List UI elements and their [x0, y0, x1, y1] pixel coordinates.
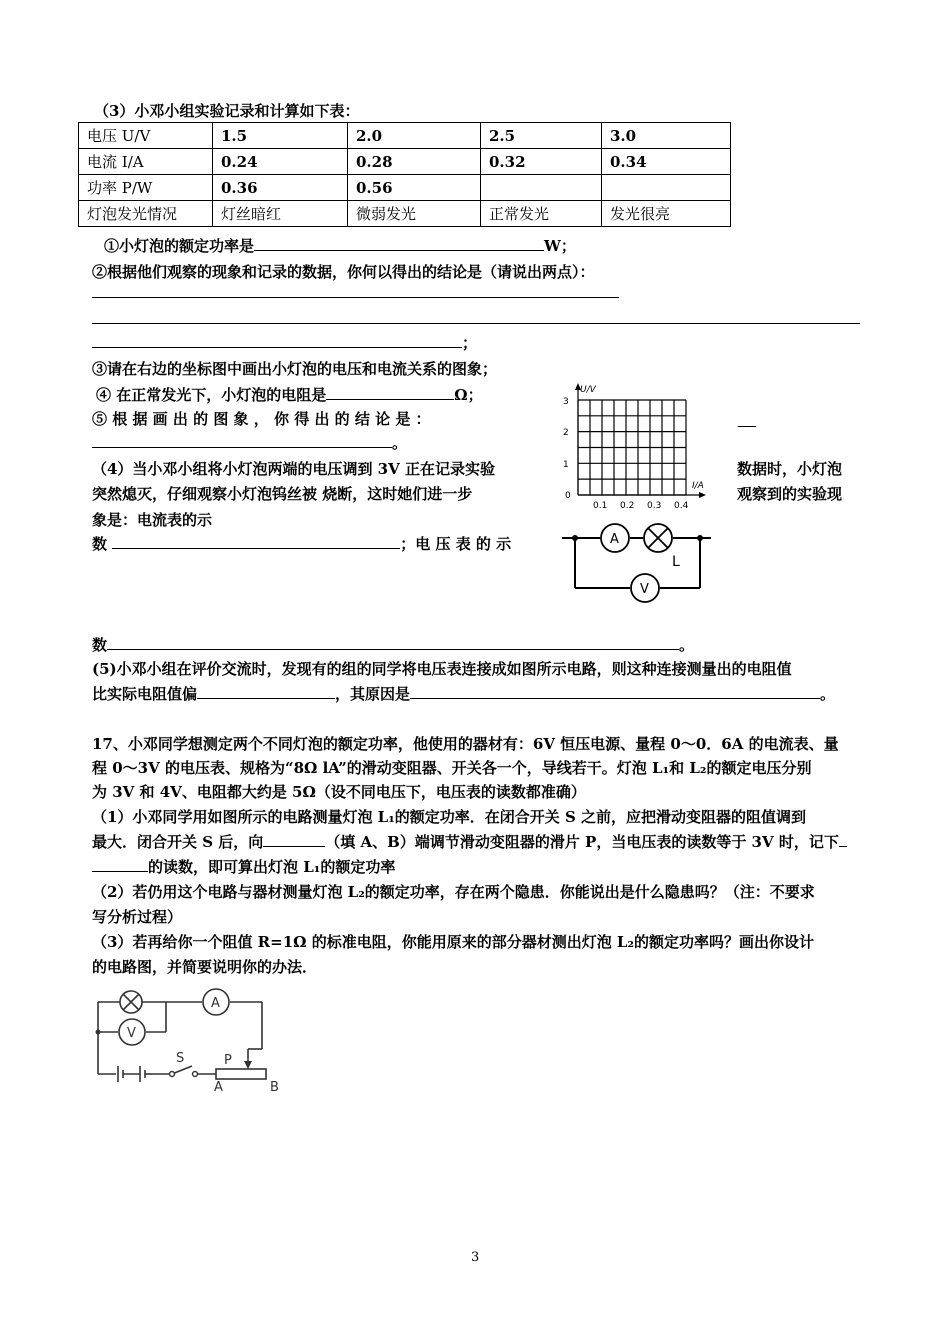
q17-part3-line2: 的电路图，并简要说明你的办法． — [92, 958, 318, 976]
section4-line3: 象是：电流表的示 — [92, 511, 213, 529]
voltmeter-icon — [119, 1019, 145, 1045]
y-tick-label: 1 — [563, 460, 569, 470]
table-cell — [602, 175, 731, 201]
junction-dot — [96, 1030, 101, 1035]
table-row — [79, 175, 731, 201]
q17-part1-line2: 最大．闭合开关 S 后，向 （填 A、B）端调节滑动变阻器的滑片 P，当电压表的读数等于 3V 时，记下 — [92, 831, 847, 852]
table-cell: 功率 P/W — [79, 175, 213, 201]
x-axis-arrow — [699, 492, 706, 498]
x-axis-label: I/A — [692, 481, 704, 491]
y-tick-label: 2 — [563, 428, 569, 438]
table-cell: 发光很亮 — [602, 201, 731, 227]
lamp-icon — [120, 991, 142, 1013]
answer-blank — [197, 684, 335, 699]
q17-line1: 17、小邓同学想测定两个不同灯泡的额定功率，他使用的器材有：6V 恒压电源、量程 0～0．6A 的电流表、量 — [92, 735, 839, 753]
table-cell: 0.28 — [348, 149, 481, 175]
table-row — [79, 201, 731, 227]
answer-blank — [263, 832, 325, 847]
answer-blank — [326, 385, 454, 400]
page-number: 3 — [471, 1250, 480, 1265]
switch-contact — [193, 1072, 198, 1077]
answer-line-end: 。 — [92, 432, 407, 453]
svg-text:A: A — [610, 532, 619, 547]
table-cell: 1.5 — [213, 123, 348, 149]
table-cell: 2.5 — [481, 123, 602, 149]
terminal-b-label: B — [270, 1080, 279, 1094]
ui-graph — [553, 380, 713, 512]
voltmeter-icon — [631, 574, 659, 602]
section4-line2-right: 观察到的实验现 — [737, 485, 843, 503]
x-tick-label: 0.2 — [620, 501, 635, 511]
table-cell: 3.0 — [602, 123, 731, 149]
question-graph-conclusion: ⑤ 根 据 画 出 的 图 象 ， 你 得 出 的 结 论 是 ： — [92, 410, 431, 428]
answer-blank — [107, 635, 679, 650]
answer-line — [92, 323, 860, 324]
table-cell: 正常发光 — [481, 201, 602, 227]
battery-icon — [118, 1066, 152, 1082]
x-tick-label: 0.3 — [647, 501, 662, 511]
switch-icon — [170, 1072, 175, 1077]
table-cell: 电流 I/A — [79, 149, 213, 175]
junction-dot — [572, 535, 578, 541]
q17-line3: 为 3V 和 4V、电阻都大约是 5Ω（设不同电压下，电压表的读数都准确） — [92, 783, 586, 801]
answer-blank — [410, 684, 820, 699]
answer-blank — [92, 857, 148, 872]
q17-part2-line1: （2）若仍用这个电路与器材测量灯泡 L₂的额定功率，存在两个隐患．你能说出是什么隐患吗？（注：不要求 — [92, 883, 815, 901]
question-resistance: ④ 在正常发光下，小灯泡的电阻是 Ω； — [96, 386, 483, 404]
y-axis-label: U/V — [580, 385, 596, 395]
q17-part1-line3: 的读数，即可算出灯泡 L₁的额定功率 — [92, 856, 395, 877]
answer-blank — [254, 236, 544, 251]
table-cell: 0.24 — [213, 149, 348, 175]
svg-text:V: V — [640, 582, 649, 597]
table-row — [79, 123, 731, 149]
terminal-a-label: A — [214, 1080, 223, 1094]
answer-line-end: ； — [92, 332, 477, 353]
lamp-icon — [644, 524, 672, 552]
data-table — [78, 122, 731, 227]
question-rated-power: ①小灯泡的额定功率是 W； — [104, 237, 576, 255]
table-cell: 2.0 — [348, 123, 481, 149]
table-cell: 电压 U/V — [79, 123, 213, 149]
table-cell: 0.56 — [348, 175, 481, 201]
slider-label: P — [224, 1053, 232, 1068]
question-conclusions: ②根据他们观察的现象和记录的数据，你何以得出的结论是（请说出两点）： — [92, 263, 595, 281]
ammeter-icon — [601, 524, 629, 552]
table-cell: 0.32 — [481, 149, 602, 175]
table-cell: 0.34 — [602, 149, 731, 175]
graph-grid — [578, 400, 686, 495]
answer-line — [738, 426, 756, 427]
table-cell — [481, 175, 602, 201]
y-tick-label: 3 — [563, 397, 569, 407]
voltmeter-circuit — [556, 518, 716, 606]
svg-text:V: V — [127, 1026, 136, 1041]
rheostat-circuit — [92, 984, 292, 1094]
section4-line1-right: 数据时，小灯泡 — [737, 460, 843, 478]
q17-part3-line1: （3）若再给你一个阻值 R=1Ω 的标准电阻，你能用原来的部分器材测出灯泡 L₂的额定功率吗？画出你设计 — [92, 933, 815, 951]
switch-label: S — [176, 1051, 185, 1066]
table-cell: 0.36 — [213, 175, 348, 201]
section4-line1: （4）当小邓小组将小灯泡两端的电压调到 3V 正在记录实验 — [92, 460, 495, 478]
svg-text:A: A — [211, 996, 220, 1011]
rheostat-icon — [216, 1069, 266, 1079]
table-row — [79, 149, 731, 175]
q17-part1-line1: （1）小邓同学用如图所示的电路测量灯泡 L₁的额定功率．在闭合开关 S 之前，应把滑动变阻器的阻值调到 — [92, 808, 807, 826]
section4-ammeter-answer: 数 ；电 压 表 的 示 — [92, 535, 512, 553]
table-cell: 灯丝暗红 — [213, 201, 348, 227]
section5-line1: (5)小邓小组在评价交流时，发现有的组的同学将电压表连接成如图所示电路，则这种连接测量出的电阻值 — [92, 660, 792, 678]
section3-intro: （3）小邓小组实验记录和计算如下表： — [94, 102, 360, 120]
junction-dot — [697, 535, 703, 541]
table-cell: 灯泡发光情况 — [79, 201, 213, 227]
lamp-label: L — [672, 554, 680, 570]
answer-blank — [112, 534, 400, 549]
x-tick-label: 0.4 — [674, 501, 689, 511]
q17-line2: 程 0～3V 的电压表、规格为“8Ω lA”的滑动变阻器、开关各一个，导线若干。灯泡 L₁和 L₂的额定电压分别 — [92, 759, 812, 777]
answer-line — [92, 297, 619, 298]
x-tick-label: 0.1 — [593, 501, 608, 511]
slider-arrow-icon — [244, 1061, 252, 1069]
section5-line2: 比实际电阻值偏 ，其原因是 。 — [92, 685, 836, 703]
ammeter-icon — [203, 989, 229, 1015]
table-cell: 微弱发光 — [348, 201, 481, 227]
question-draw-graph: ③请在右边的坐标图中画出小灯泡的电压和电流关系的图象； — [92, 360, 498, 378]
q17-part2-line2: 写分析过程） — [92, 908, 183, 926]
section4-line2: 突然熄灭，仔细观察小灯泡钨丝被 烧断，这时她们进一步 — [92, 485, 473, 503]
origin-label: 0 — [565, 491, 571, 501]
section4-voltmeter-answer: 数 。 — [92, 636, 695, 654]
